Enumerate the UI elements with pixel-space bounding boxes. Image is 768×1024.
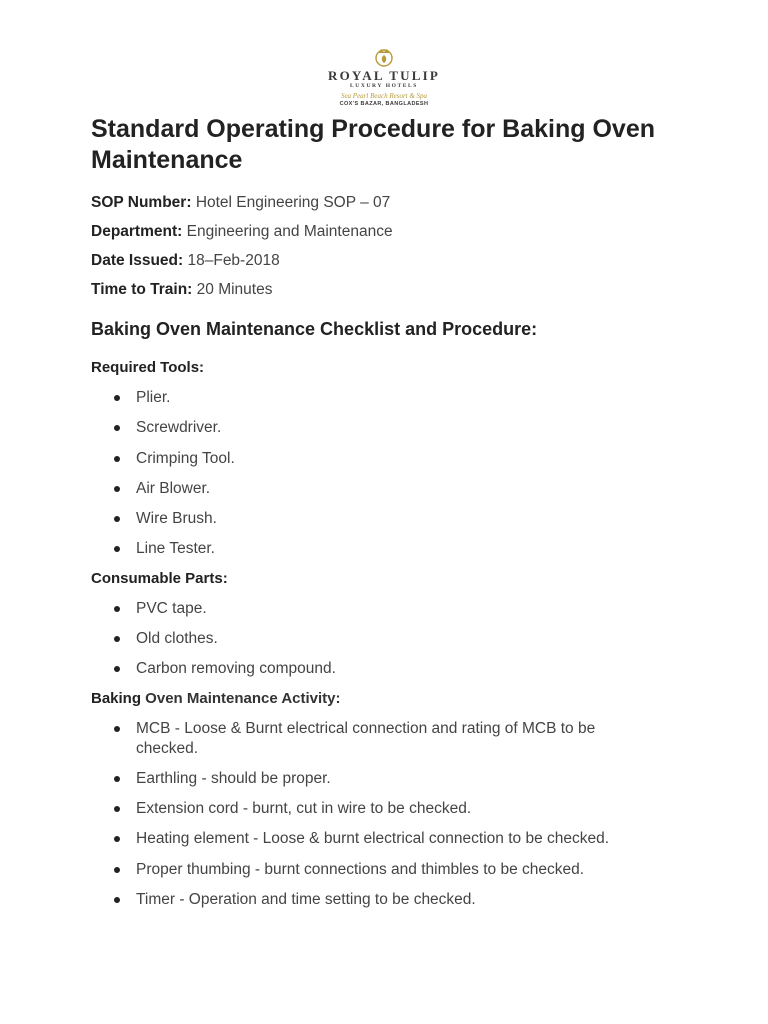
checklist-heading: Baking Oven Maintenance Checklist and Procedure:	[91, 319, 538, 339]
list-item-text: Air Blower.	[136, 480, 211, 497]
required-tools-label: Required Tools:	[91, 359, 205, 376]
bullet-icon	[114, 867, 120, 873]
meta-label: Department:	[91, 223, 183, 240]
list-item	[136, 860, 656, 880]
list-item	[136, 799, 656, 819]
logo-name: ROYAL TULIP	[328, 68, 440, 83]
meta-time-to-train	[91, 280, 272, 300]
bullet-icon	[114, 606, 120, 612]
meta-label: SOP Number:	[91, 194, 192, 211]
list-item-text: Earthling - should be proper.	[136, 770, 331, 787]
list-item-text: Old clothes.	[136, 630, 218, 647]
list-item	[136, 449, 656, 469]
bullet-icon	[114, 806, 120, 812]
meta-value: 20 Minutes	[196, 281, 273, 298]
bullet-icon	[114, 425, 120, 431]
list-item	[136, 509, 656, 529]
bullet-icon	[114, 546, 120, 552]
bullet-icon	[114, 776, 120, 782]
list-item-text: Line Tester.	[136, 540, 215, 557]
meta-value: Hotel Engineering SOP – 07	[195, 194, 391, 211]
list-item	[136, 418, 656, 438]
meta-label: Date Issued:	[91, 252, 184, 269]
list-item-text: Plier.	[136, 389, 171, 406]
list-item-text: Wire Brush.	[136, 510, 217, 527]
activity-label	[91, 689, 341, 709]
logo-location: COX'S BAZAR, BANGLADESH	[339, 101, 429, 107]
bullet-icon	[114, 666, 120, 672]
list-item	[136, 890, 656, 910]
list-item	[136, 479, 656, 499]
crown-crest-icon	[373, 46, 395, 68]
bullet-icon	[114, 456, 120, 462]
consumable-parts-label: Consumable Parts:	[91, 570, 228, 587]
list-item-text: Timer - Operation and time setting to be checked.	[136, 891, 476, 908]
list-item-text: Heating element - Loose & burnt electrical connection to be checked.	[136, 830, 610, 847]
bullet-icon	[114, 516, 120, 522]
list-item	[136, 539, 656, 559]
list-item	[136, 769, 656, 789]
bullet-icon	[114, 636, 120, 642]
meta-value: 18–Feb-2018	[187, 252, 280, 269]
list-item	[136, 829, 656, 849]
list-item	[136, 719, 656, 759]
list-item	[136, 659, 656, 679]
bullet-icon	[114, 836, 120, 842]
logo-subtitle: LUXURY HOTELS	[350, 83, 418, 89]
meta-sop-number	[91, 193, 390, 213]
bullet-icon	[114, 726, 120, 732]
page-title: Standard Operating Procedure for Baking Oven Maintenance	[91, 115, 656, 174]
activity-label-bold: Baking	[91, 690, 142, 707]
list-item	[136, 388, 656, 408]
list-item-text: MCB - Loose & Burnt electrical connection and rating of MCB to be checked.	[136, 720, 596, 757]
list-item-text: PVC tape.	[136, 600, 207, 617]
bullet-icon	[114, 897, 120, 903]
meta-label: Time to Train:	[91, 281, 193, 298]
list-item-text: Carbon removing compound.	[136, 660, 336, 677]
list-item-text: Proper thumbing - burnt connections and thimbles to be checked.	[136, 861, 585, 878]
meta-department	[91, 222, 393, 242]
list-item-text: Extension cord - burnt, cut in wire to be checked.	[136, 800, 472, 817]
list-item-text: Screwdriver.	[136, 419, 222, 436]
hotel-logo	[314, 46, 454, 112]
list-item	[136, 599, 656, 619]
logo-resort-name: Sea Pearl Beach Resort & Spa	[340, 92, 428, 100]
activity-label-rest: Oven Maintenance Activity:	[141, 690, 341, 707]
bullet-icon	[114, 486, 120, 492]
meta-date-issued	[91, 251, 280, 271]
meta-value: Engineering and Maintenance	[186, 223, 393, 240]
list-item	[136, 629, 656, 649]
list-item-text: Crimping Tool.	[136, 450, 235, 467]
bullet-icon	[114, 395, 120, 401]
